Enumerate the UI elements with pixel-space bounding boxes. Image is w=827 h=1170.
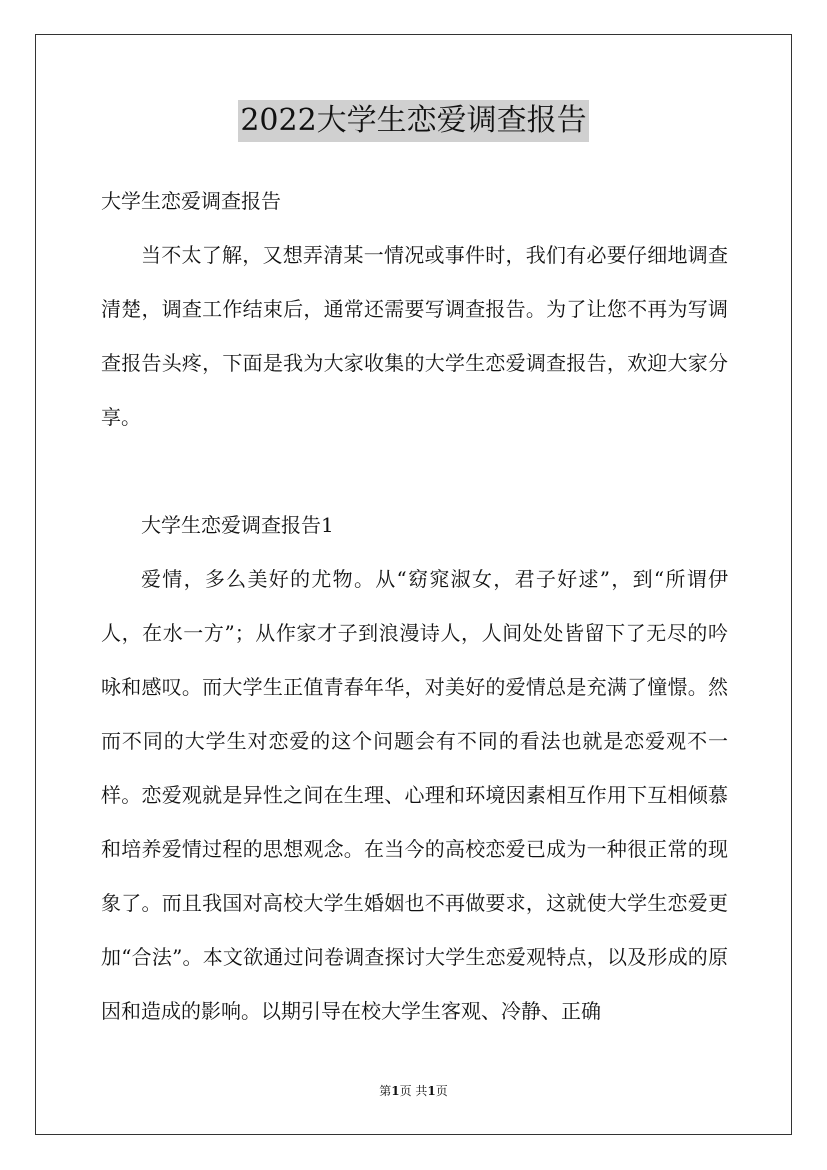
section-heading: 大学生恋爱调查报告1	[141, 513, 334, 537]
body-paragraph: 爱情，多么美好的尤物。从“窈窕淑女，君子好逑”，到“所谓伊人，在水一方”；从作家才子到浪漫诗人，人间处处皆留下了无尽的吟咏和感叹。而大学生正值青春年华，对美好的爱情总是充满了憧憬。然而不同的大学生对恋爱的这个问题会有不同的看法也就是恋爱观不一样。恋爱观就是异性之间在生理、心理和环境因素相互作用下互相倾慕和培养爱情过程的思想观念。在当今的高校恋爱已成为一种很正常的现象了。而且我国对高校大学生婚姻也不再做要求，这就使大学生恋爱更加“合法”。本文欲通过问卷调查探讨大学生恋爱观特点，以及形成的原因和造成的影响。以期引导在校大学生客观、冷静、正确	[101, 567, 728, 1023]
page-suffix: 页	[435, 1084, 448, 1098]
page-current: 1	[391, 1084, 400, 1098]
title-container	[0, 100, 827, 142]
page-prefix: 第	[379, 1084, 392, 1098]
page-total: 1	[427, 1084, 436, 1098]
page-mid: 页 共	[399, 1084, 428, 1098]
page-footer	[0, 1083, 827, 1099]
document-title: 2022大学生恋爱调查报告	[238, 100, 588, 142]
subtitle: 大学生恋爱调查报告	[101, 189, 281, 213]
document-body	[101, 174, 728, 1038]
paragraph-gap	[101, 444, 728, 498]
intro-paragraph: 当不太了解，又想弄清某一情况或事件时，我们有必要仔细地调查清楚，调查工作结束后，通常还需要写调查报告。为了让您不再为写调查报告头疼，下面是我为大家收集的大学生恋爱调查报告，欢迎大家分享。	[101, 243, 728, 429]
